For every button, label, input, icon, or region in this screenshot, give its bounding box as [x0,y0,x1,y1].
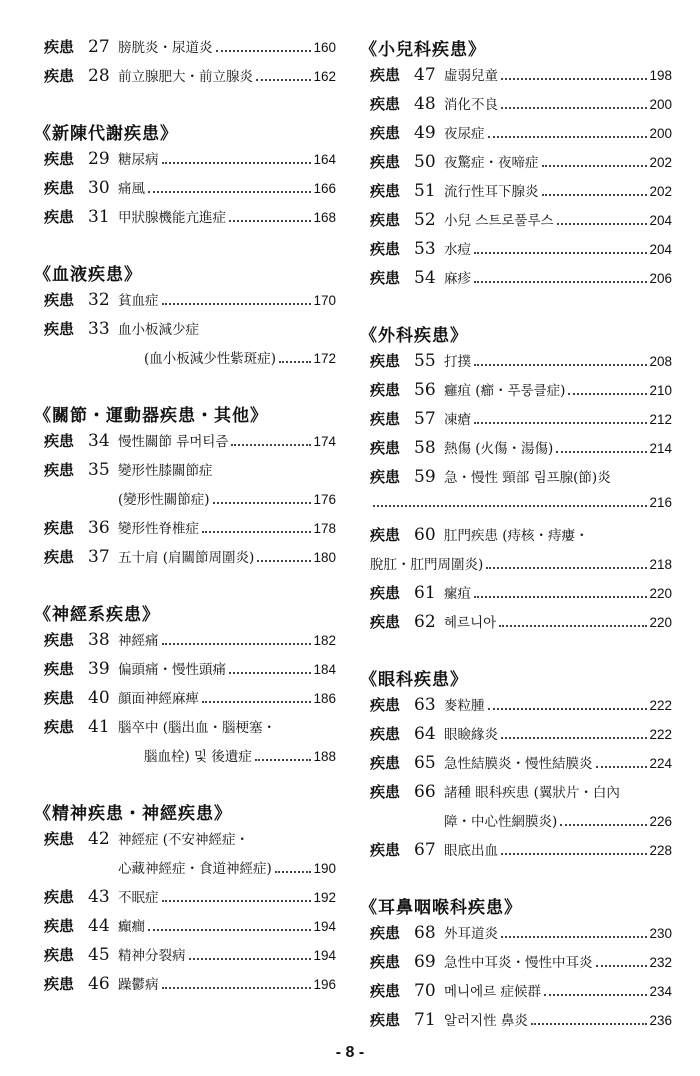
section-heading: 《精神疾患・神經疾患》 [34,804,232,824]
entry-label: 疾患 [370,1011,401,1029]
entry-page: 202 [649,155,672,170]
entry-label: 疾患 [370,269,401,287]
dot-leader [596,766,648,768]
entry-title: 熱傷 (火傷・湯傷) [444,441,554,457]
toc-group [34,36,336,94]
dot-leader [557,223,648,225]
entry-page: 188 [313,749,336,764]
entry-label: 疾患 [370,526,401,544]
entry-number: 64 [414,724,436,744]
entry-page: 170 [313,293,336,308]
entry-label: 疾患 [44,548,75,566]
entry-number: 48 [414,94,436,114]
toc-entry[interactable] [34,687,336,716]
entry-page: 172 [313,351,336,366]
entry-title: 不眠症 [118,890,159,906]
entry-page: 218 [649,557,672,572]
entry-number: 62 [414,612,436,632]
entry-page: 224 [649,756,672,771]
dot-leader [474,596,647,598]
entry-title: 流行性耳下腺炎 [444,184,539,200]
entry-page: 222 [649,727,672,742]
entry-number: 54 [414,268,436,288]
section-heading: 《神經系疾患》 [34,605,160,625]
entry-page: 186 [313,691,336,706]
dot-leader [257,560,311,562]
dot-leader [148,929,311,931]
entry-label: 疾患 [370,410,401,428]
entry-title-continued: (血小板減少性紫斑症) [144,351,277,367]
entry-title: 肛門疾患 (痔核・痔瘻・ [444,528,589,544]
entry-number: 55 [414,351,436,371]
entry-label: 疾患 [370,924,401,942]
dot-leader [474,422,647,424]
dot-leader [501,737,647,739]
entry-page: 180 [313,550,336,565]
entry-label: 疾患 [370,439,401,457]
toc-entry[interactable] [360,151,672,180]
entry-page: 160 [313,40,336,55]
entry-page: 164 [313,152,336,167]
toc-entry[interactable] [360,723,672,752]
dot-leader [373,505,647,507]
entry-page: 184 [313,662,336,677]
section-heading: 《耳鼻咽喉科疾患》 [360,898,522,918]
entry-title: 凍瘡 [444,412,471,428]
page-number: - 8 - [335,1044,365,1061]
toc-entry[interactable] [360,694,672,723]
entry-title: 腦卒中 (腦出血・腦梗塞・ [118,720,277,736]
entry-label: 疾患 [370,95,401,113]
entry-number: 27 [88,37,110,57]
entry-page: 210 [649,383,672,398]
entry-number: 32 [88,290,110,310]
entry-number: 66 [414,782,436,802]
entry-label: 疾患 [370,182,401,200]
dot-leader [556,451,647,453]
entry-page: 202 [649,184,672,199]
entry-title: 五十肩 (肩關節周圍炎) [118,550,255,566]
entry-title: 急・慢性 頸部 림프腺(節)炎 [444,470,611,486]
entry-title-continued: 障・中心性網膜炎) [444,814,558,830]
entry-page: 208 [649,354,672,369]
entry-title: 精神分裂病 [118,948,186,964]
entry-page: 178 [313,521,336,536]
entry-title: 眼底出血 [444,843,498,859]
entry-page: 212 [649,412,672,427]
toc-entry[interactable] [360,839,672,868]
entry-page: 226 [649,814,672,829]
dot-leader [162,162,312,164]
entry-title: 夜驚症・夜啼症 [444,155,539,171]
entry-label: 疾患 [370,783,401,801]
toc-column-right [360,36,672,1064]
entry-number: 67 [414,840,436,860]
entry-label: 疾患 [370,381,401,399]
entry-title: 血小板減少症 [118,322,199,338]
entry-page: 234 [649,984,672,999]
toc-entry[interactable] [34,886,336,915]
entry-label: 疾患 [370,124,401,142]
toc-group [34,800,336,1002]
entry-title: 麻疹 [444,271,471,287]
entry-number: 58 [414,438,436,458]
entry-title: 膀胱炎・尿道炎 [118,40,213,56]
dot-leader [474,252,647,254]
entry-number: 40 [88,688,110,708]
entry-label: 疾患 [44,917,75,935]
entry-title: 痛風 [118,181,145,197]
entry-page: 190 [313,861,336,876]
entry-number: 33 [88,319,110,339]
entry-title-continued: (變形性關節症) [118,492,210,508]
toc-entry[interactable] [34,289,336,318]
entry-label: 疾患 [44,320,75,338]
entry-number: 37 [88,547,110,567]
entry-number: 71 [414,1010,436,1030]
entry-page: 176 [313,492,336,507]
toc-group [360,666,672,868]
section-heading: 《血液疾患》 [34,265,142,285]
entry-label: 疾患 [44,519,75,537]
toc-entry[interactable] [360,93,672,122]
entry-label: 疾患 [44,179,75,197]
dot-leader [275,871,312,873]
toc-entry[interactable] [34,430,336,459]
entry-number: 68 [414,923,436,943]
dot-leader [501,936,647,938]
dot-leader [501,107,647,109]
entry-page: 198 [649,68,672,83]
entry-title: 打撲 [444,354,471,370]
entry-number: 30 [88,178,110,198]
toc-entry[interactable] [34,318,336,376]
entry-label: 疾患 [370,352,401,370]
entry-number: 65 [414,753,436,773]
entry-page: 232 [649,955,672,970]
dot-leader [486,567,647,569]
toc-entry[interactable] [360,781,672,839]
entry-number: 43 [88,887,110,907]
dot-leader [560,824,647,826]
entry-number: 45 [88,945,110,965]
entry-title: 神經痛 [118,633,159,649]
entry-title: 糖尿病 [118,152,159,168]
entry-title: 메니에르 症候群 [444,984,541,1000]
entry-number: 36 [88,518,110,538]
entry-number: 60 [414,525,436,545]
entry-number: 69 [414,952,436,972]
toc-group [34,261,336,376]
entry-page: 206 [649,271,672,286]
entry-title: 小兒 스트로풀루스 [444,213,554,229]
dot-leader [542,194,648,196]
entry-title: 알러지性 鼻炎 [444,1013,528,1029]
dot-leader [531,1023,648,1025]
entry-label: 疾患 [44,461,75,479]
entry-title: 夜尿症 [444,126,485,142]
entry-title: 眼瞼緣炎 [444,727,498,743]
entry-title: 急性結膜炎・慢性結膜炎 [444,756,593,772]
entry-title: 消化不良 [444,97,498,113]
entry-number: 50 [414,152,436,172]
entry-number: 39 [88,659,110,679]
entry-title: 麥粒腫 [444,698,485,714]
toc-entry[interactable] [360,466,672,524]
section-heading: 《關節・運動器疾患・其他》 [34,406,268,426]
dot-leader [474,281,647,283]
toc-entry[interactable] [360,350,672,379]
dot-leader [229,672,311,674]
toc-entry[interactable] [360,209,672,238]
entry-title: 헤르니아 [444,615,497,631]
dot-leader [162,643,312,645]
toc-group [34,120,336,235]
entry-title: 諸種 眼科疾患 (翼狀片・白內 [444,785,620,801]
entry-number: 31 [88,207,110,227]
entry-number: 63 [414,695,436,715]
toc-group [360,894,672,1038]
dot-leader [162,900,312,902]
toc-entry[interactable] [34,206,336,235]
entry-label: 疾患 [44,38,75,56]
entry-label: 疾患 [44,67,75,85]
entry-number: 57 [414,409,436,429]
entry-title: 甲狀腺機能亢進症 [118,210,226,226]
entry-number: 53 [414,239,436,259]
entry-page: 230 [649,926,672,941]
toc-entry[interactable] [360,1009,672,1038]
toc-entry[interactable] [360,922,672,951]
toc-group [34,402,336,575]
entry-title: 貧血症 [118,293,159,309]
entry-number: 49 [414,123,436,143]
entry-label: 疾患 [44,888,75,906]
entry-page: 236 [649,1013,672,1028]
dot-leader [256,79,311,81]
toc-entry[interactable] [360,180,672,209]
toc-entry[interactable] [360,408,672,437]
entry-number: 29 [88,149,110,169]
entry-label: 疾患 [370,584,401,602]
entry-label: 疾患 [44,150,75,168]
toc-entry[interactable] [34,716,336,774]
entry-number: 28 [88,66,110,86]
dot-leader [474,364,647,366]
dot-leader [542,165,648,167]
toc-entry[interactable] [360,437,672,466]
entry-number: 56 [414,380,436,400]
toc-group [34,601,336,774]
entry-number: 44 [88,916,110,936]
toc-entry[interactable] [360,122,672,151]
entry-page: 220 [649,615,672,630]
entry-label: 疾患 [370,982,401,1000]
entry-page: 216 [649,495,672,510]
toc-entry[interactable] [34,65,336,94]
toc-entry[interactable] [360,379,672,408]
dot-leader [279,361,311,363]
toc-entry[interactable] [34,148,336,177]
section-heading: 《外科疾患》 [360,326,468,346]
entry-label: 疾患 [370,613,401,631]
entry-label: 疾患 [44,718,75,736]
toc-entry[interactable] [34,177,336,206]
entry-number: 34 [88,431,110,451]
toc-entry[interactable] [34,629,336,658]
toc-entry[interactable] [34,915,336,944]
entry-title-continued: 心藏神經症・食道神經症) [118,861,272,877]
entry-label: 疾患 [44,432,75,450]
entry-label: 疾患 [44,689,75,707]
toc-entry[interactable] [34,944,336,973]
entry-number: 41 [88,717,110,737]
entry-title: 前立腺肥大・前立腺炎 [118,69,253,85]
entry-page: 182 [313,633,336,648]
entry-page: 214 [649,441,672,456]
entry-label: 疾患 [370,696,401,714]
toc-entry[interactable] [360,752,672,781]
entry-number: 52 [414,210,436,230]
entry-title: 外耳道炎 [444,926,498,942]
entry-label: 疾患 [370,240,401,258]
entry-number: 61 [414,583,436,603]
toc-entry[interactable] [34,517,336,546]
dot-leader [255,759,312,761]
toc-entry[interactable] [360,267,672,296]
entry-number: 46 [88,974,110,994]
entry-number: 59 [414,467,436,487]
entry-label: 疾患 [370,754,401,772]
dot-leader [499,625,647,627]
dot-leader [544,994,648,996]
entry-label: 疾患 [44,830,75,848]
toc-group [360,322,672,640]
toc-entry[interactable] [34,546,336,575]
entry-page: 194 [313,919,336,934]
toc-entry[interactable] [34,828,336,886]
toc-column-left [34,36,336,1028]
entry-page: 204 [649,242,672,257]
entry-page: 200 [649,126,672,141]
toc-entry[interactable] [360,582,672,611]
section-heading: 《小兒科疾患》 [360,40,486,60]
entry-page: 204 [649,213,672,228]
entry-page: 228 [649,843,672,858]
dot-leader [488,136,648,138]
entry-label: 疾患 [44,975,75,993]
entry-number: 70 [414,981,436,1001]
entry-title: 變形性脊椎症 [118,521,199,537]
entry-number: 47 [414,65,436,85]
dot-leader [202,701,311,703]
entry-label: 疾患 [44,291,75,309]
entry-page: 222 [649,698,672,713]
entry-label: 疾患 [44,631,75,649]
dot-leader [162,987,312,989]
entry-page: 220 [649,586,672,601]
dot-leader [596,965,648,967]
entry-number: 35 [88,460,110,480]
entry-title: 偏頭痛・慢性頭痛 [118,662,226,678]
entry-title: 急性中耳炎・慢性中耳炎 [444,955,593,971]
entry-label: 疾患 [370,468,401,486]
toc-entry[interactable] [34,36,336,65]
entry-title: 瘰疽 [444,586,471,602]
entry-page: 196 [313,977,336,992]
toc-entry[interactable] [360,951,672,980]
entry-label: 疾患 [370,66,401,84]
toc-group [360,36,672,296]
dot-leader [231,444,311,446]
entry-title: 癲癎 [118,919,145,935]
entry-title: 癰疽 (癤・푸룽클症) [444,383,566,399]
dot-leader [202,531,311,533]
entry-label: 疾患 [44,660,75,678]
dot-leader [148,191,311,193]
entry-page: 166 [313,181,336,196]
section-heading: 《新陳代謝疾患》 [34,124,178,144]
entry-page: 192 [313,890,336,905]
dot-leader [229,220,311,222]
dot-leader [213,502,312,504]
entry-label: 疾患 [44,946,75,964]
entry-label: 疾患 [370,153,401,171]
dot-leader [189,958,312,960]
dot-leader [488,708,648,710]
dot-leader [501,853,647,855]
entry-title: 變形性膝關節症 [118,463,213,479]
entry-title: 虛弱兒童 [444,68,498,84]
entry-label: 疾患 [44,208,75,226]
entry-label: 疾患 [370,953,401,971]
toc-entry[interactable] [360,64,672,93]
entry-title: 躁鬱病 [118,977,159,993]
entry-label: 疾患 [370,725,401,743]
toc-entry[interactable] [34,973,336,1002]
entry-title-continued: 脫肛・肛門周圍炎) [370,557,484,573]
entry-page: 174 [313,434,336,449]
dot-leader [501,78,647,80]
toc-entry[interactable] [34,459,336,517]
toc-entry[interactable] [360,238,672,267]
toc-entry[interactable] [360,980,672,1009]
entry-title: 神經症 (不安神經症・ [118,832,250,848]
entry-page: 194 [313,948,336,963]
entry-title-continued: 腦血栓) 및 後遺症 [144,749,252,765]
dot-leader [568,393,647,395]
entry-page: 168 [313,210,336,225]
entry-number: 38 [88,630,110,650]
entry-title: 慢性關節 류머티즘 [118,434,229,450]
section-heading: 《眼科疾患》 [360,670,468,690]
entry-title: 顔面神經麻痺 [118,691,199,707]
entry-page: 162 [313,69,336,84]
entry-page: 200 [649,97,672,112]
toc-entry[interactable] [360,524,672,582]
toc-entry[interactable] [360,611,672,640]
dot-leader [216,50,312,52]
entry-title: 水痘 [444,242,471,258]
toc-entry[interactable] [34,658,336,687]
entry-number: 51 [414,181,436,201]
entry-label: 疾患 [370,841,401,859]
dot-leader [162,303,312,305]
entry-label: 疾患 [370,211,401,229]
entry-number: 42 [88,829,110,849]
